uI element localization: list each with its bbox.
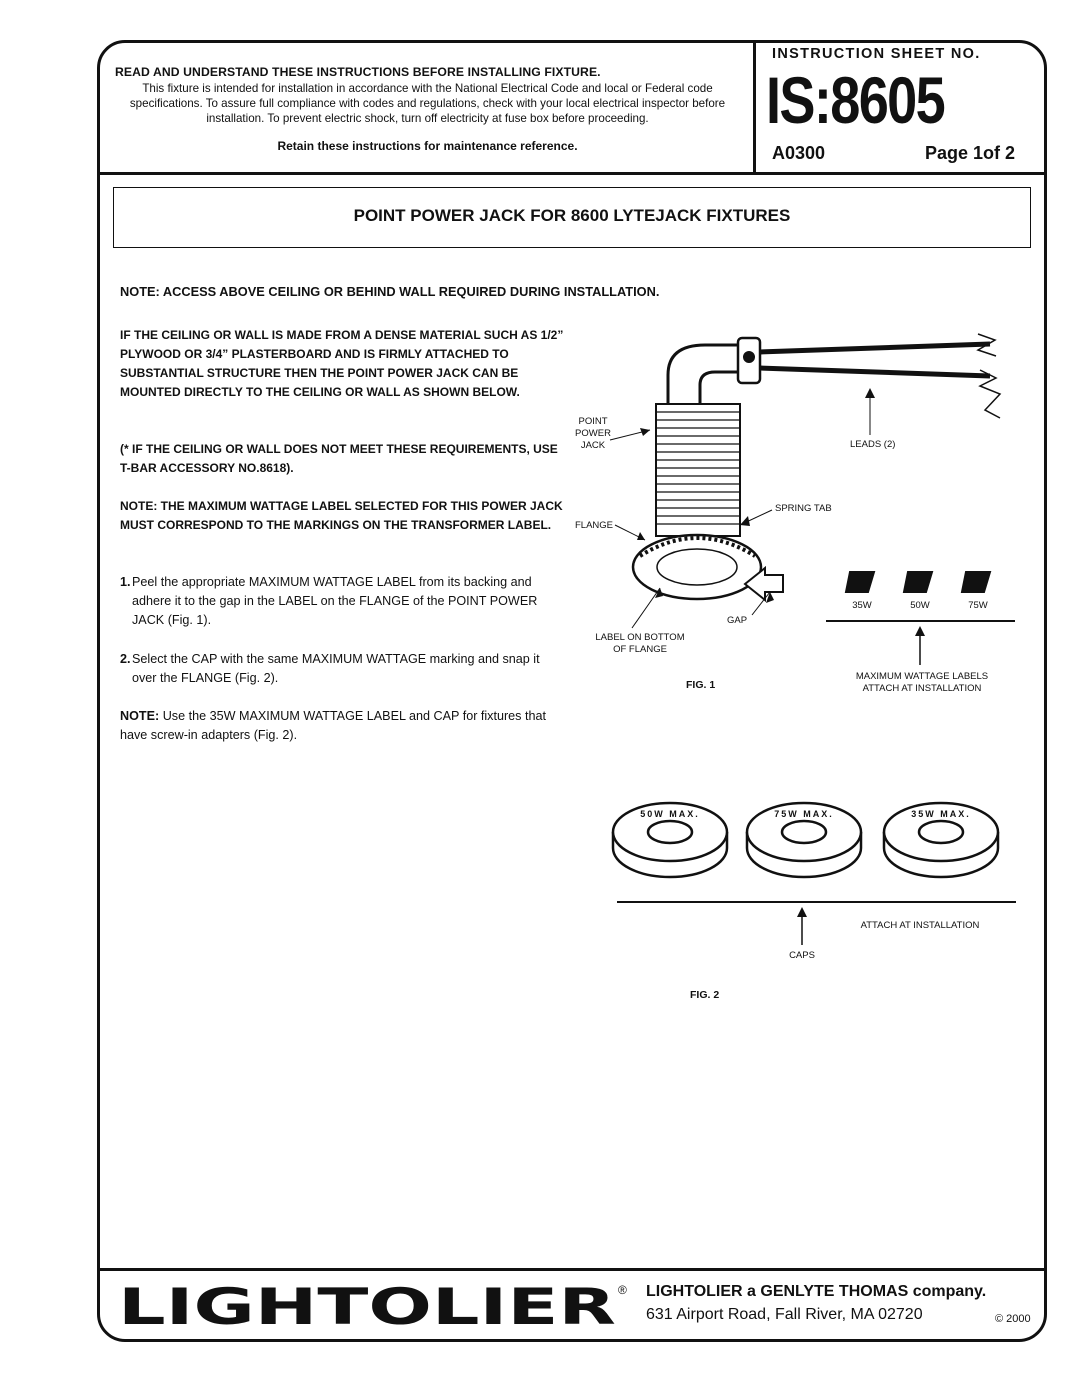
fig1-illustration (610, 334, 1015, 665)
page-indicator: Page 1of 2 (925, 143, 1016, 163)
spring-tab-label: SPRING TAB (775, 503, 832, 514)
label-bottom-label: OF FLANGE (613, 644, 667, 655)
registered-mark: ® (618, 1283, 627, 1297)
max-wattage-labels-caption: ATTACH AT INSTALLATION (862, 683, 982, 694)
leads-label: LEADS (2) (850, 439, 896, 450)
gap-label: GAP (727, 615, 748, 626)
wattage-label-note: NOTE: THE MAXIMUM WATTAGE LABEL SELECTED FOR THIS POWER JACK MUST CORRESPOND TO THE MARKINGS ON THE TRANSFORMER LABEL. (120, 499, 563, 532)
note-label: NOTE: (120, 709, 160, 723)
company-address: 631 Airport Road, Fall River, MA 02720 (646, 1306, 923, 1323)
cap-75w-mark: 75W MAX. (774, 809, 834, 819)
cap-50w-mark: 50W MAX. (640, 809, 700, 819)
logo-wordmark: LIGHTOLIER (118, 1284, 616, 1328)
wattage-50-label: 50W (910, 600, 930, 611)
attach-at-installation-label: ATTACH AT INSTALLATION (860, 920, 980, 931)
dense-material-paragraph: IF THE CEILING OR WALL IS MADE FROM A DENSE MATERIAL SUCH AS 1/2” PLYWOOD OR 3/4” PLASTERBOARD AND IS FIRMLY ATTACHED TO SUBSTANTIAL STRUCTURE THEN THE POINT POWER JACK CAN BE MOUNTED DIRECTLY TO THE CEILING OR WALL AS SHOWN BELOW. (120, 328, 564, 399)
step-number: 1. (120, 575, 131, 589)
step-text: Peel the appropriate MAXIMUM WATTAGE LABEL from its backing and adhere it to the gap in the LABEL on the FLANGE of the POINT POWER JACK (Fig. 1). (132, 575, 538, 627)
label-bottom-label: LABEL ON BOTTOM (595, 632, 685, 643)
caps-label: CAPS (789, 950, 815, 961)
point-power-jack-label: POWER (575, 428, 611, 439)
step-number: 2. (120, 652, 131, 666)
flange-label: FLANGE (575, 520, 614, 531)
fig2-caption: FIG. 2 (690, 989, 720, 1001)
max-wattage-labels-caption: MAXIMUM WATTAGE LABELS (855, 671, 989, 682)
document-code: A0300 (772, 143, 826, 163)
cap-35w-mark: 35W MAX. (911, 809, 971, 819)
caps-arrowhead (797, 907, 807, 917)
note-text: Use the 35W MAXIMUM WATTAGE LABEL and CAP for fixtures that have screw-in adapters (Fig. 2). (120, 709, 546, 742)
instruction-sheet-label: INSTRUCTION SHEET NO. (772, 46, 981, 62)
instruction-sheet-number: IS:8605 (766, 63, 945, 137)
tbar-accessory-note: (* IF THE CEILING OR WALL DOES NOT MEET THESE REQUIREMENTS, USE T-BAR ACCESSORY NO.8618). (120, 442, 558, 475)
company-name: LIGHTOLIER a GENLYTE THOMAS company. (646, 1283, 987, 1300)
wattage-35-label: 35W (852, 600, 872, 611)
point-power-jack-label: JACK (580, 440, 606, 451)
step-text: Select the CAP with the same MAXIMUM WATTAGE marking and snap it over the FLANGE (Fig. 2). (132, 652, 540, 685)
safety-paragraph: This fixture is intended for installation in accordance with the National Electrical Code and local or Federal code specifications. To assure full compliance with codes and regulations, check with your local electrical inspector before installation. To prevent electric shock, turn off electricity at fuse box before proceeding. (129, 82, 726, 125)
read-instructions-heading: READ AND UNDERSTAND THESE INSTRUCTIONS BEFORE INSTALLING FIXTURE. (115, 65, 601, 79)
fig1-caption: FIG. 1 (686, 679, 716, 691)
access-note: NOTE: ACCESS ABOVE CEILING OR BEHIND WALL REQUIRED DURING INSTALLATION. (120, 284, 660, 299)
copyright: © 2000 (995, 1313, 1031, 1325)
retain-notice: Retain these instructions for maintenance reference. (277, 139, 578, 153)
point-power-jack-label: POINT (578, 416, 608, 427)
document-title: POINT POWER JACK FOR 8600 LYTEJACK FIXTURES (353, 206, 791, 225)
wattage-75-label: 75W (968, 600, 988, 611)
lightolier-logo (118, 1284, 618, 1328)
